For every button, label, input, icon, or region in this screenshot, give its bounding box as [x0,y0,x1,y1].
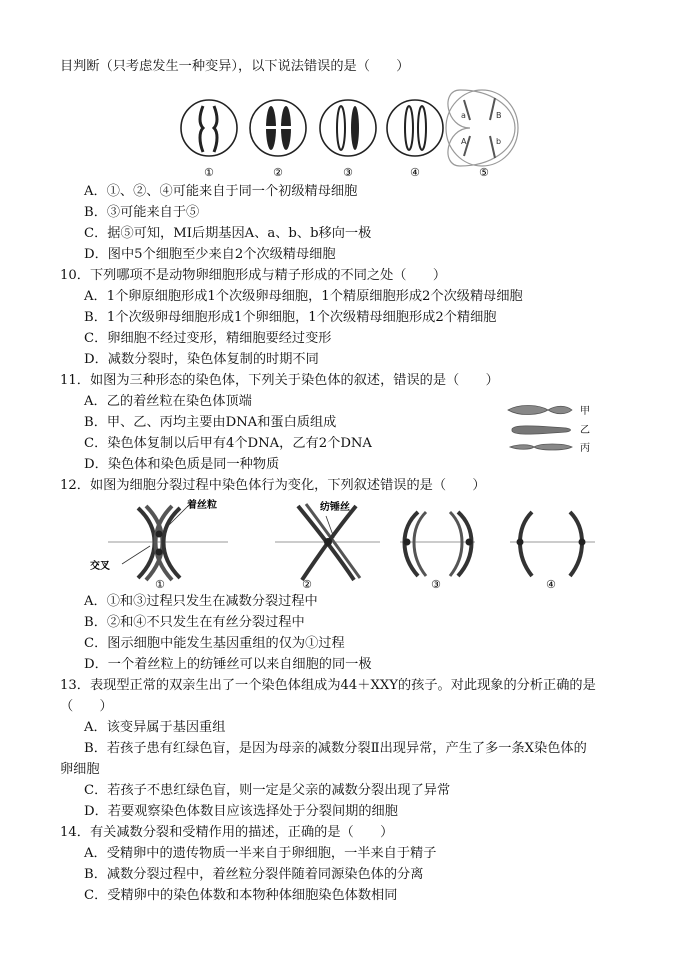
q9-option-d: D．图中5个细胞至少来自2个次级精母细胞 [84,247,336,262]
panel-label-2: ② [302,578,312,590]
gene-label: b [496,137,502,146]
panel-label-4: ④ [546,578,556,590]
q14-option-b: B．减数分裂过程中，着丝粒分裂伴随着同源染色体的分离 [84,867,424,882]
q9-option-a: A．①、②、④可能来自于同一个初级精母细胞 [84,184,358,199]
q9-option-c: C．据⑤可知，MI后期基因A、a、b、b移向一极 [84,226,372,241]
q13-option-d: D．若要观察染色体数目应该选择处于分裂间期的细胞 [84,804,398,819]
cell-label-3: ③ [343,166,353,179]
q10-option-c: C．卵细胞不经过变形，精细胞要经过变形 [84,331,332,346]
cell-label-1: ① [204,166,214,179]
cell-3 [320,100,376,156]
figure-chromosome-types [500,398,600,458]
gene-label: B [496,111,502,120]
callout-centromere: 着丝粒 [187,500,217,511]
cell-2 [250,100,306,156]
q14-option-a: A．受精卵中的遗传物质一半来自于卵细胞，一半来自于精子 [84,846,437,861]
q10-option-a: A．1个卵原细胞形成1个次级卵母细胞，1个精原细胞形成2个次级精母细胞 [84,289,523,304]
q11-option-b: B．甲、乙、丙均主要由DNA和蛋白质组成 [84,415,337,430]
callout-spindle: 纺锤丝 [320,502,350,513]
q13-option-b: B．若孩子患有红绿色盲，是因为母亲的减数分裂Ⅱ出现异常，产生了多一条X染色体的 [84,741,587,756]
cell-label-2: ② [273,166,283,179]
panel-2 [275,500,380,580]
cell-label-4: ④ [410,166,420,179]
callout-chiasma: 交叉 [90,561,110,572]
q14-option-c: C．受精卵中的染色体数和本物种体细胞染色体数相同 [84,888,398,903]
q10-option-b: B．1个次级卵母细胞形成1个卵细胞，1个次级精母细胞形成2个精细胞 [84,310,497,325]
q11-option-c: C．染色体复制以后甲有4个DNA，乙有2个DNA [84,436,372,451]
q13-option-b-cont: 卵细胞 [60,762,100,777]
chromosome-label-bing: 丙 [580,443,590,454]
gene-label: a [461,111,466,120]
q11-stem: 11．如图为三种形态的染色体，下列关于染色体的叙述，错误的是（ ） [60,373,499,388]
figure-cells [170,80,530,180]
q12-option-a: A．①和③过程只发生在减数分裂过程中 [84,594,318,609]
chromosome-label-jia: 甲 [580,406,590,417]
q11-option-d: D．染色体和染色质是同一种物质 [84,457,280,472]
cell-label-5: ⑤ [479,166,489,179]
question-9-stem-tail: 目判断（只考虑发生一种变异），以下说法错误的是（ ） [60,59,410,74]
q12-option-c: C．图示细胞中能发生基因重组的仅为①过程 [84,636,345,651]
panel-3 [400,512,475,576]
gene-label: A [461,137,467,146]
q11-option-a: A．乙的着丝粒在染色体顶端 [84,394,252,409]
q13-stem-cont: （ ） [60,699,113,714]
q10-option-d: D．减数分裂时，染色体复制的时期不同 [84,352,319,367]
panel-label-1: ① [155,578,165,590]
q13-option-a: A．该变异属于基因重组 [84,720,226,735]
chromosome-label-yi: 乙 [580,425,590,436]
q9-option-b: B．③可能来自于⑤ [84,205,200,220]
panel-1 [90,498,228,580]
cell-1 [181,100,237,156]
q12-option-b: B．②和④不只发生在有丝分裂过程中 [84,615,305,630]
q12-stem: 12．如图为细胞分裂过程中染色体行为变化，下列叙述错误的是（ ） [60,478,486,493]
panel-label-3: ③ [431,578,441,590]
q13-stem: 13．表现型正常的双亲生出了一个染色体组成为44＋XXY的孩子。对此现象的分析正确的是 [60,678,596,693]
q13-option-c: C．若孩子不患红绿色盲，则一定是父亲的减数分裂出现了异常 [84,783,451,798]
q12-option-d: D．一个着丝粒上的纺锤丝可以来自细胞的同一极 [84,657,372,672]
q10-stem: 10．下列哪项不是动物卵细胞形成与精子形成的不同之处（ ） [60,268,447,283]
panel-4 [510,512,595,576]
cell-5 [446,90,518,166]
figure-chromosome-behavior [80,498,610,590]
cell-4 [387,100,443,156]
q14-stem: 14．有关减数分裂和受精作用的描述，正确的是（ ） [60,825,394,840]
